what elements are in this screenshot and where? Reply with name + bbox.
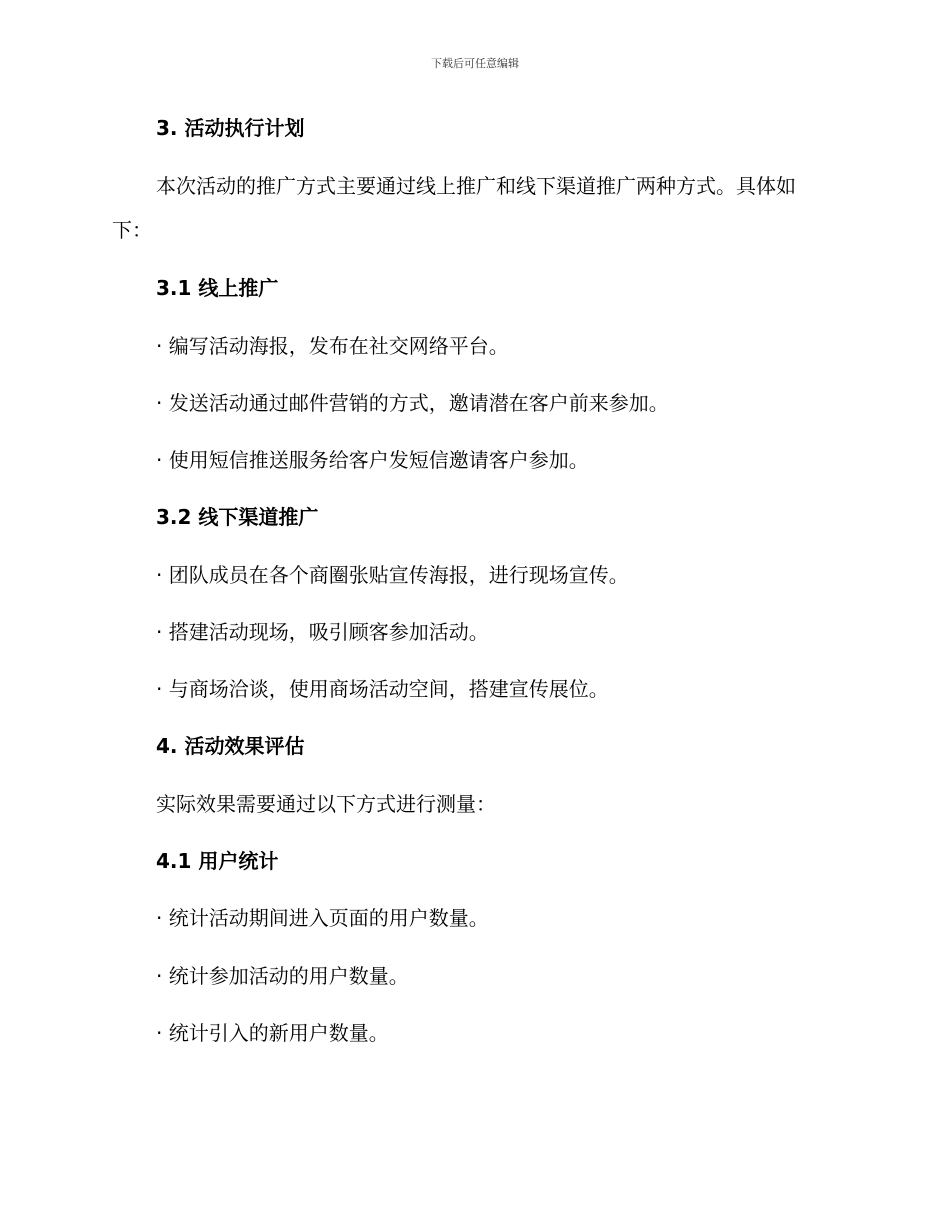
list-item: · 统计引入的新用户数量。: [156, 1021, 389, 1045]
section-4-intro: 实际效果需要通过以下方式进行测量：: [156, 792, 496, 816]
section-3-2-heading: 3.2 线下渠道推广: [156, 505, 319, 529]
page-header-note: 下载后可任意编辑: [431, 57, 519, 70]
list-item: · 搭建活动现场，吸引顾客参加活动。: [156, 620, 489, 644]
list-item: · 统计参加活动的用户数量。: [156, 964, 409, 988]
list-item: · 统计活动期间进入页面的用户数量。: [156, 906, 489, 930]
section-3-intro: 本次活动的推广方式主要通过线上推广和线下渠道推广两种方式。具体如下：: [112, 174, 796, 242]
section-4-1-heading: 4.1 用户统计: [156, 849, 279, 873]
section-3-1-heading: 3.1 线上推广: [156, 276, 279, 300]
section-3-heading: 3. 活动执行计划: [156, 116, 305, 140]
list-item: · 团队成员在各个商圈张贴宣传海报，进行现场宣传。: [156, 563, 629, 587]
list-item: · 编写活动海报，发布在社交网络平台。: [156, 334, 509, 358]
list-item: · 发送活动通过邮件营销的方式，邀请潜在客户前来参加。: [156, 391, 669, 415]
list-item: · 与商场洽谈，使用商场活动空间，搭建宣传展位。: [156, 677, 609, 701]
list-item: · 使用短信推送服务给客户发短信邀请客户参加。: [156, 448, 589, 472]
section-4-heading: 4. 活动效果评估: [156, 734, 305, 758]
